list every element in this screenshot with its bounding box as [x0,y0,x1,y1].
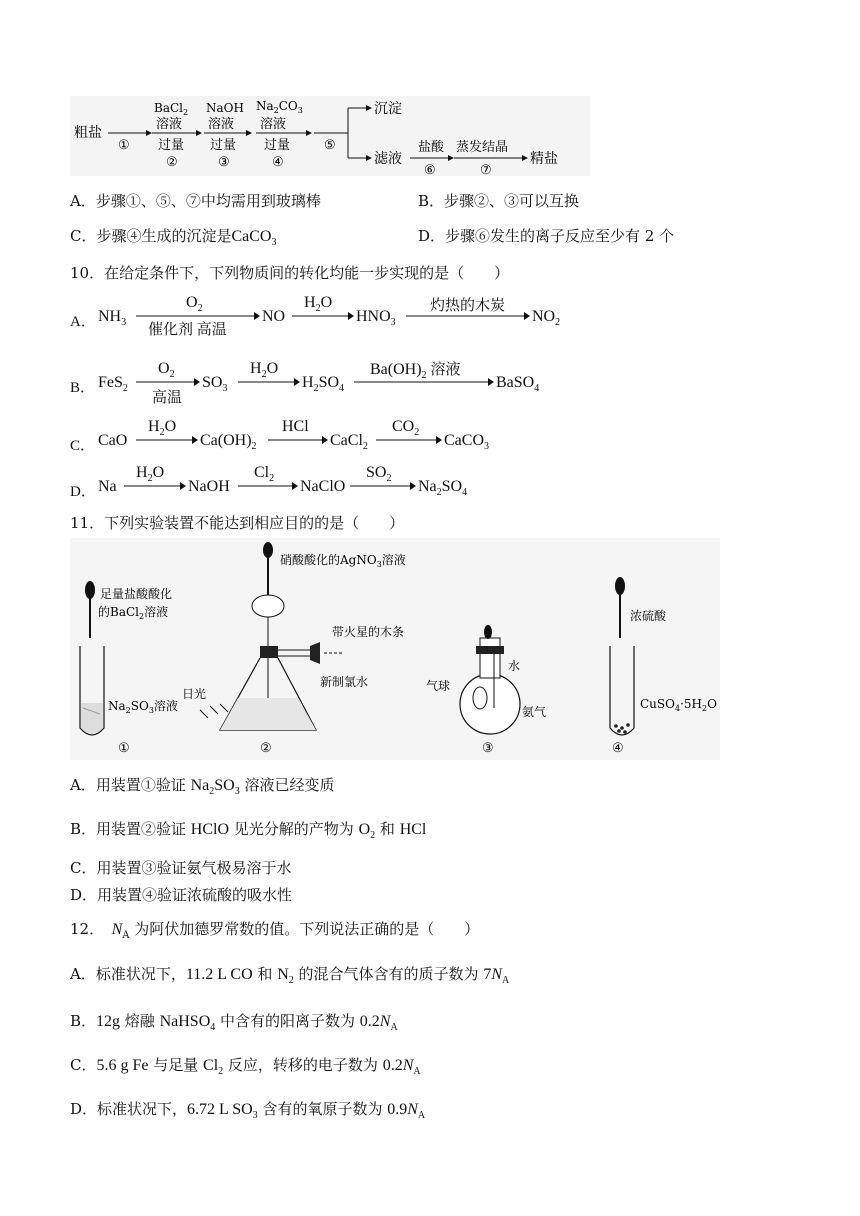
flow-filtrate: 滤液 [374,151,402,167]
app3-balloon: 气球 [426,679,451,693]
flow-step2-num: ② [166,155,178,170]
q10-a-arrow1-top: $O_2$ [186,294,203,315]
q10-stem: 10．在给定条件下，下列物质间的转化均能一步实现的是（ ） [70,264,510,282]
q10-b-arrow2 [238,376,300,388]
app2-num: ② [260,741,272,756]
flow-evap: 蒸发结晶 [456,140,509,155]
q9-option-a[interactable]: A．步骤①、⑤、⑦中均需用到玻璃棒 [70,192,321,210]
flow-step3-mid: 溶液 [208,117,235,132]
q12-stem: 12． $N_A$ 为阿伏加德罗常数的值。下列说法正确的是（ ） [70,920,480,941]
q10-option-a[interactable] [70,296,630,340]
flow-step4-reagent: $Na_2CO_3$ [256,99,303,115]
q12-option-b[interactable]: B．12g 熔融 NaHSO$_4$ 中含有的阳离子数为 $0.2N_A$ [70,1012,398,1034]
q10-c-m1: $Ca(OH)_2$ [200,432,257,453]
q10-d-start: Na [98,478,117,495]
flow-step3-reagent: NaOH [206,101,244,115]
flow-evap-num: ⑦ [480,163,492,176]
app4-solid: $CuSO_4\cdot 5H_2O$ [640,697,717,713]
q10-c-start: CaO [98,432,128,449]
q10-a-start: $NH_3$ [98,308,127,329]
flow-diagram [70,96,590,176]
flow-step4-mid: 溶液 [260,117,287,132]
q11-option-c[interactable]: C．用装置③验证氨气极易溶于水 [70,859,292,877]
q10-c-label: C． [70,438,96,454]
app3-num: ③ [482,741,494,756]
q12-option-c[interactable]: C．5.6 g Fe 与足量 $Cl_2$ 反应，转移的电子数为 $0.2N_A$ [70,1056,421,1078]
q10-c-arrow1-top: $H_2O$ [148,418,177,439]
flow-step3-num: ③ [218,155,230,170]
q10-a-end: $NO_2$ [532,308,561,329]
q10-b-arrow1-bot: 高温 [152,390,183,406]
flow-precipitate: 沉淀 [374,101,402,117]
flow-step5-num: ⑤ [324,138,336,153]
q10-d-arrow3 [350,480,416,492]
q11-option-a[interactable]: A．用装置①验证 $Na_2SO_3$ 溶液已经变质 [70,776,335,798]
flow-step2-reagent: BaCl$_2$ [154,101,189,117]
q10-a-arrow2 [292,310,354,322]
flow-start: 粗盐 [74,125,102,141]
flow-acid: 盐酸 [418,140,445,155]
flow-step2-mid: 溶液 [156,117,183,132]
q9-option-d[interactable]: D．步骤⑥发生的离子反应至少有 2 个 [418,227,675,245]
q10-b-m1: $SO_3$ [202,374,228,395]
app1-num: ① [118,741,130,756]
q11-apparatus-figure [70,538,720,760]
q10-d-arrow2 [238,480,298,492]
flow-acid-num: ⑥ [424,163,436,176]
flow-step4-num: ④ [272,155,284,170]
app1-reagent-line2: 的BaCl$_2$溶液 [98,605,169,621]
q10-a-m2: $HNO_3$ [356,308,396,329]
q10-b-arrow2-top: $H_2O$ [250,360,279,381]
q10-b-label: B． [70,380,96,396]
q10-a-arrow2-top: $H_2O$ [304,294,333,315]
q10-d-m1: NaOH [188,478,230,495]
flow-product: 精盐 [530,151,558,167]
app2-splint: 带火星的木条 [332,625,405,639]
app4-reagent: 浓硫酸 [630,609,667,623]
q11-option-b[interactable]: B．用装置②验证 HClO 见光分解的产物为 $O_2$ 和 HCl [70,820,427,842]
q10-d-arrow3-top: $SO_2$ [366,464,392,485]
q10-d-arrow2-top: $Cl_2$ [254,464,275,485]
q9-option-c-text: C．步骤④生成的沉淀是 [70,227,232,245]
app1-reagent-line1: 足量盐酸酸化 [100,587,173,601]
flow-step4-cond: 过量 [264,138,291,153]
q10-c-arrow2 [268,434,328,446]
q10-option-b[interactable] [70,360,630,408]
q10-c-arrow2-top: HCl [282,418,309,435]
q10-c-arrow3-top: $CO_2$ [392,418,420,439]
q12-option-d[interactable]: D．标准状况下，6.72 L $SO_3$ 含有的氧原子数为 $0.9N_A$ [70,1100,426,1122]
q10-a-label: A． [70,314,96,330]
flow-step3-cond: 过量 [210,138,237,153]
q10-a-arrow1-bot: 催化剂 高温 [148,322,227,338]
q10-option-d[interactable] [70,464,630,504]
q10-d-label: D． [70,484,96,500]
q10-b-arrow3 [354,376,494,388]
app2-light: 日光 [182,687,207,701]
q10-a-arrow3 [406,310,530,322]
q10-b-m2: $H_2SO_4$ [302,374,345,395]
q10-d-arrow1 [124,480,186,492]
app2-water: 新制氯水 [320,675,369,689]
q10-b-arrow3-top: $Ba(OH)_2$ 溶液 [370,361,461,382]
q9-option-c[interactable] [70,225,276,248]
flow-step1-num: ① [118,138,130,153]
app3-water: 水 [508,659,521,673]
q9-option-c-formula: CaCO$_3$ [231,228,277,249]
q10-b-start: FeS$_2$ [98,374,128,395]
q10-c-arrow1 [136,434,198,446]
q10-a-arrow3-top: 灼热的木炭 [430,298,506,314]
q12-option-a[interactable]: A．标准状况下，11.2 L CO 和 $N_2$ 的混合气体含有的质子数为 $7N_A$ [70,965,510,987]
q11-option-d[interactable]: D．用装置④验证浓硫酸的吸水性 [70,886,293,904]
app1-solution: $Na_2SO_3$溶液 [108,699,178,715]
q10-a-m1: NO [262,308,286,325]
q10-b-end: BaSO$_4$ [496,374,540,395]
q10-option-c[interactable] [70,418,630,458]
app2-reagent: 硝酸酸化的AgNO$_3$溶液 [280,553,406,569]
q10-c-arrow3 [376,434,442,446]
app3-gas: 氨气 [522,705,547,719]
q10-c-end: CaCO$_3$ [444,432,489,453]
q10-d-end: $Na_2SO_4$ [418,478,468,499]
q9-option-b[interactable]: B．步骤②、③可以互换 [418,192,580,210]
q10-d-arrow1-top: $H_2O$ [136,464,165,485]
q10-b-arrow1-top: $O_2$ [158,360,175,381]
q10-d-m2: NaClO [300,478,346,495]
app4-num: ④ [612,741,624,756]
q11-stem: 11．下列实验装置不能达到相应目的的是（ ） [70,514,405,532]
q10-c-m2: CaCl$_2$ [330,432,368,453]
flow-step2-cond: 过量 [158,138,185,153]
